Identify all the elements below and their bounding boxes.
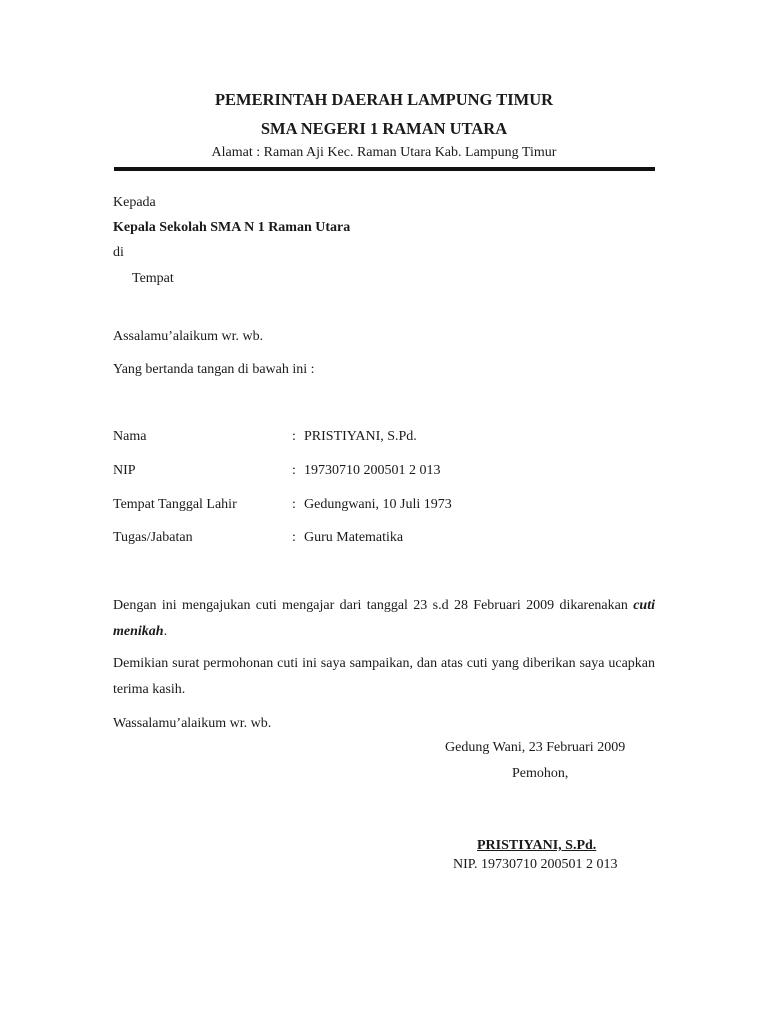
field-colon-ttl: : <box>292 497 296 512</box>
field-value-nama: PRISTIYANI, S.Pd. <box>304 429 417 444</box>
header-address: Alamat : Raman Aji Kec. Raman Utara Kab. Lampung Timur <box>211 145 557 160</box>
recipient-to: Kepada <box>113 195 156 210</box>
signature-place-date: Gedung Wani, 23 Februari 2009 <box>445 740 626 755</box>
intro-text: Yang bertanda tangan di bawah ini : <box>113 362 315 377</box>
header-divider <box>114 167 655 171</box>
signature-name: PRISTIYANI, S.Pd. <box>477 838 597 853</box>
field-value-ttl: Gedungwani, 10 Juli 1973 <box>304 497 452 512</box>
recipient-place: Tempat <box>132 271 174 286</box>
body-paragraph-2: Demikian surat permohonan cuti ini saya sampaikan, dan atas cuti yang diberikan saya ucapkan terima kasih. <box>113 656 655 697</box>
body-p1-end: . <box>163 624 168 639</box>
greeting: Assalamu’alaikum wr. wb. <box>113 329 264 344</box>
closing-greeting: Wassalamu’alaikum wr. wb. <box>113 716 272 731</box>
field-label-nip: NIP <box>113 463 136 478</box>
header-school: SMA NEGERI 1 RAMAN UTARA <box>260 119 508 138</box>
body-p1-text: Dengan ini mengajukan cuti mengajar dari tanggal 23 s.d 28 Februari 2009 dikarenakan <box>113 598 634 613</box>
field-value-nip: 19730710 200501 2 013 <box>304 463 441 478</box>
recipient-name: Kepala Sekolah SMA N 1 Raman Utara <box>113 220 351 235</box>
field-label-ttl: Tempat Tanggal Lahir <box>113 497 237 512</box>
field-colon-nip: : <box>292 463 296 478</box>
signature-nip: NIP. 19730710 200501 2 013 <box>453 857 618 872</box>
field-label-jabatan: Tugas/Jabatan <box>113 530 193 545</box>
field-colon-jabatan: : <box>292 530 296 545</box>
field-colon-nama: : <box>292 429 296 444</box>
signature-role: Pemohon, <box>512 766 569 781</box>
body-p1-emphasis: cuti menikah <box>113 598 655 639</box>
header-government: PEMERINTAH DAERAH LAMPUNG TIMUR <box>214 90 554 109</box>
field-value-jabatan: Guru Matematika <box>304 530 404 545</box>
field-label-nama: Nama <box>113 429 147 444</box>
body-paragraph-1 <box>113 593 655 645</box>
recipient-at: di <box>113 245 124 260</box>
